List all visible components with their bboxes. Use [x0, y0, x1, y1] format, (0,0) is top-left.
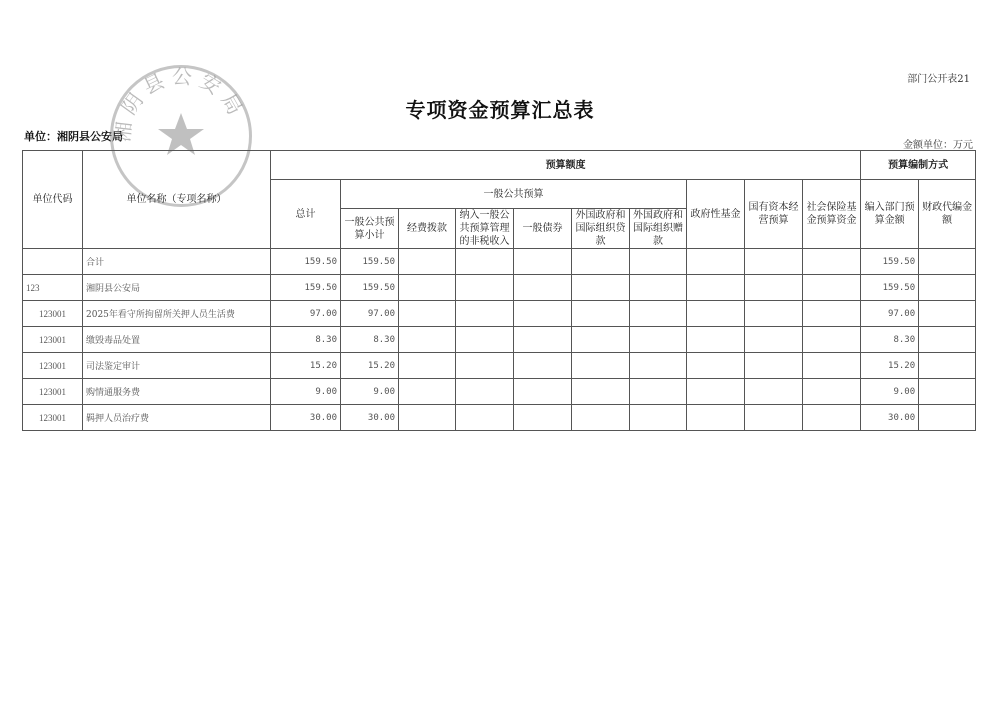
cell-project-name: 缴毁毒品处置	[83, 327, 271, 353]
cell-unit-code	[23, 249, 83, 275]
header-general-subtotal: 一般公共预算小计	[341, 209, 399, 249]
cell-unit-name: 湘阴县公安局	[83, 275, 271, 301]
cell-unit-name: 合计	[83, 249, 271, 275]
cell-general-subtotal: 97.00	[341, 301, 399, 327]
header-dept-budget: 编入部门预算金额	[861, 180, 919, 249]
cell-unit-code: 123	[23, 275, 83, 301]
cell-project-name: 购情通服务费	[83, 379, 271, 405]
cell-dept-budget: 15.20	[861, 353, 919, 379]
cell-unit-code: 123001	[23, 301, 83, 327]
cell-dept-budget: 97.00	[861, 301, 919, 327]
cell-general-subtotal: 9.00	[341, 379, 399, 405]
amount-unit-label: 金额单位：万元	[903, 140, 973, 151]
table-row	[23, 275, 976, 301]
seal-text: 湘阴县公安局	[110, 65, 251, 144]
table-row	[23, 353, 976, 379]
header-foreign-grants: 外国政府和国际组织赠款	[630, 209, 687, 249]
cell-total: 159.50	[271, 249, 341, 275]
header-operating-funds: 经费拨款	[399, 209, 456, 249]
header-unit-code: 单位代码	[23, 151, 83, 249]
header-budget-amount: 预算额度	[271, 151, 861, 180]
header-foreign-loans: 外国政府和国际组织贷款	[572, 209, 630, 249]
table-row-total	[23, 249, 976, 275]
cell-dept-budget: 30.00	[861, 405, 919, 431]
cell-dept-budget: 9.00	[861, 379, 919, 405]
header-state-capital: 国有资本经营预算	[745, 180, 803, 249]
cell-project-name: 羁押人员治疗费	[83, 405, 271, 431]
header-total: 总计	[271, 180, 341, 249]
table-row	[23, 301, 976, 327]
header-social-insurance: 社会保险基金预算资金	[803, 180, 861, 249]
cell-general-subtotal: 8.30	[341, 327, 399, 353]
cell-general-subtotal: 15.20	[341, 353, 399, 379]
page-title: 专项资金预算汇总表	[405, 98, 595, 122]
header-non-tax: 纳入一般公共预算管理的非税收入	[456, 209, 514, 249]
table-row	[23, 327, 976, 353]
cell-unit-code: 123001	[23, 405, 83, 431]
header-gov-fund: 政府性基金	[687, 180, 745, 249]
cell-unit-code: 123001	[23, 379, 83, 405]
cell-dept-budget: 8.30	[861, 327, 919, 353]
budget-table	[22, 150, 976, 431]
cell-total: 8.30	[271, 327, 341, 353]
cell-total: 9.00	[271, 379, 341, 405]
cell-project-name: 司法鉴定审计	[83, 353, 271, 379]
form-number: 部门公开表21	[907, 74, 970, 85]
cell-unit-code: 123001	[23, 327, 83, 353]
table-row	[23, 405, 976, 431]
header-general-bonds: 一般债券	[514, 209, 572, 249]
table-row	[23, 379, 976, 405]
cell-total: 159.50	[271, 275, 341, 301]
cell-general-subtotal: 159.50	[341, 275, 399, 301]
cell-unit-code: 123001	[23, 353, 83, 379]
header-fiscal-agency: 财政代编金额	[919, 180, 976, 249]
cell-total: 15.20	[271, 353, 341, 379]
header-unit-name: 单位名称（专项名称）	[83, 151, 271, 249]
cell-total: 30.00	[271, 405, 341, 431]
header-general-budget: 一般公共预算	[341, 180, 687, 209]
cell-general-subtotal: 30.00	[341, 405, 399, 431]
cell-dept-budget: 159.50	[861, 275, 919, 301]
cell-general-subtotal: 159.50	[341, 249, 399, 275]
cell-total: 97.00	[271, 301, 341, 327]
cell-project-name: 2025年看守所拘留所关押人员生活费	[83, 301, 271, 327]
cell-dept-budget: 159.50	[861, 249, 919, 275]
unit-label: 单位：湘阴县公安局	[24, 130, 123, 143]
header-budget-method: 预算编制方式	[861, 151, 976, 180]
